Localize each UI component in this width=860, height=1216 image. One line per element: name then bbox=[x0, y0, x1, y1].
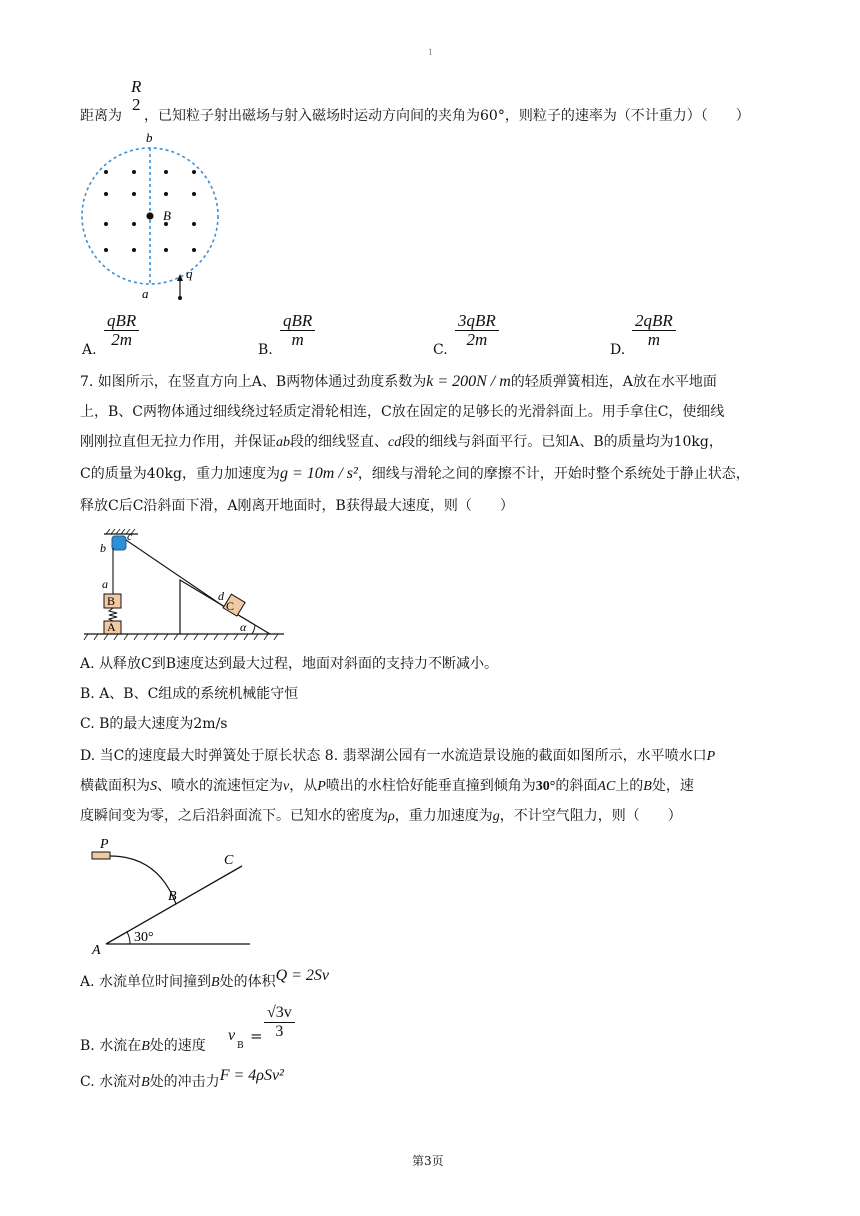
q7-option-c[interactable]: C. B的最大速度为2m/s bbox=[80, 716, 228, 732]
q6-label-B: B bbox=[163, 208, 171, 223]
q8-line-3-post: ，不计空气阻力，则（ ） bbox=[499, 808, 682, 824]
q6-option-d-label: D. bbox=[610, 342, 626, 358]
q8-line-3-pre: 度瞬间变为零，之后沿斜面流下。已知水的密度为 bbox=[80, 808, 388, 824]
q8-line-2-mid4: 的斜面 bbox=[555, 778, 598, 794]
q7-g-expr: g = 10m / s² bbox=[279, 465, 358, 482]
q7-line-3-pre: 刚刚拉直但无拉力作用，并保证 bbox=[80, 434, 276, 450]
q6-frac-den: 2 bbox=[131, 95, 141, 114]
page-top-mark: 1 bbox=[428, 48, 434, 57]
q8-line-2-pre: 横截面积为 bbox=[80, 778, 150, 794]
q8-line-2 bbox=[80, 776, 694, 797]
q6-center-dot bbox=[146, 212, 153, 219]
q8-option-c[interactable] bbox=[80, 1067, 284, 1093]
q8-option-b-b: B bbox=[141, 1039, 150, 1054]
q8-p: P bbox=[706, 749, 716, 764]
q8-label-angle: 30° bbox=[134, 930, 154, 945]
q7-ab: ab bbox=[276, 435, 290, 450]
q7-line-4 bbox=[80, 464, 750, 484]
q8-label-c: C bbox=[224, 853, 234, 868]
q8-option-c-pre: C. 水流对 bbox=[80, 1074, 142, 1090]
q8-option-b-text bbox=[80, 1036, 206, 1057]
q8-g: g bbox=[492, 809, 500, 824]
q8-option-b-num: √3v bbox=[264, 1004, 295, 1023]
q8-option-b-pre: B. 水流在 bbox=[80, 1038, 142, 1054]
q6-option-a-frac bbox=[104, 312, 139, 349]
q8-b: B bbox=[643, 779, 652, 794]
q8-line-2-mid2: ，从 bbox=[289, 778, 318, 794]
q7-cd: cd bbox=[388, 435, 402, 450]
q6-label-a: a bbox=[142, 286, 149, 301]
q6-frac-num: R bbox=[131, 77, 142, 96]
q7-k-expr: k = 200N / m bbox=[426, 373, 511, 390]
q8-option-b-lhs: v bbox=[228, 1027, 236, 1044]
q8-option-b-den: 3 bbox=[275, 1023, 284, 1040]
q7-string-cd bbox=[126, 540, 226, 608]
q8-option-a-b: B bbox=[211, 975, 220, 990]
q7-line-1 bbox=[80, 372, 717, 392]
q7-block-b-label: B bbox=[107, 594, 116, 608]
q8-option-a-post: 处的体积 bbox=[219, 974, 276, 990]
q7-pulley-incline-figure bbox=[80, 528, 290, 646]
q8-p2: P bbox=[317, 779, 326, 794]
q7-line-3 bbox=[80, 432, 723, 453]
q8-label-p: P bbox=[100, 837, 109, 852]
q8-line-2-mid5: 上的 bbox=[615, 778, 644, 794]
q8-option-b-frac bbox=[264, 1004, 295, 1041]
q7-label-a: a bbox=[102, 577, 108, 591]
q8-rho: ρ bbox=[388, 809, 395, 824]
q8-line-2-mid3: 喷出的水柱恰好能垂直撞到倾角为 bbox=[325, 778, 536, 794]
q8-water-jet-figure bbox=[84, 834, 264, 960]
q6-option-d-den: m bbox=[647, 330, 661, 349]
q7-label-b: b bbox=[100, 541, 106, 555]
q8-option-c-expr: F = 4ρSv² bbox=[219, 1067, 284, 1084]
q7-line-2: 上，B、C两物体通过细线绕过轻质定滑轮相连，C放在固定的足够长的光滑斜面上。用手拿住C，使细线 bbox=[80, 404, 725, 420]
q8-label-b: B bbox=[168, 889, 177, 904]
q6-option-c-num: 3qBR bbox=[455, 312, 499, 331]
q6-option-d-frac bbox=[632, 312, 676, 349]
q6-option-b-label: B. bbox=[258, 342, 273, 358]
q7-label-d: d bbox=[218, 589, 224, 603]
q8-line-2-post: 处，速 bbox=[651, 778, 694, 794]
q6-option-b-num: qBR bbox=[280, 312, 315, 331]
q6-option-a-den: 2m bbox=[111, 330, 133, 349]
q7-line-4-pre: C的质量为40kg，重力加速度为 bbox=[80, 466, 280, 482]
q8-option-a-pre: A. 水流单位时间撞到 bbox=[80, 974, 212, 990]
q7-line-3-mid: 段的细线竖直、 bbox=[290, 434, 388, 450]
q8-nozzle bbox=[92, 852, 110, 859]
q6-option-b-den: m bbox=[291, 330, 304, 349]
q8-line-3 bbox=[80, 806, 682, 827]
q7-option-d[interactable]: D. 当C的速度最大时弹簧处于原长状态 bbox=[80, 748, 321, 764]
q7-option-b[interactable]: B. A、B、C组成的系统机械能守恒 bbox=[80, 686, 299, 702]
q7-block-a-label: A bbox=[107, 620, 116, 634]
q8-water-arc bbox=[110, 856, 176, 904]
q8-line-1 bbox=[320, 748, 715, 764]
q8-option-c-b: B bbox=[141, 1075, 150, 1090]
q6-option-c-den: 2m bbox=[466, 330, 488, 349]
q6-option-a-label: A. bbox=[82, 342, 97, 358]
q6-option-a-num: qBR bbox=[104, 312, 139, 331]
q6-label-b: b bbox=[146, 130, 153, 145]
q8-line-1-pre: 8. 翡翠湖公园有一水流造景设施的截面如图所示，水平喷水口 bbox=[324, 748, 707, 764]
q8-option-a[interactable] bbox=[80, 967, 330, 993]
q8-option-c-post: 处的冲击力 bbox=[149, 1074, 220, 1090]
q7-option-a[interactable]: A. 从释放C到B速度达到最大过程，地面对斜面的支持力不断减小。 bbox=[80, 656, 499, 672]
q7-line-1-post: 的轻质弹簧相连，A放在水平地面 bbox=[510, 374, 717, 390]
q8-incline-ac bbox=[106, 866, 242, 944]
q7-line-1-pre: 7. 如图所示，在竖直方向上A、B两物体通过劲度系数为 bbox=[80, 374, 427, 390]
q7-option-d-and-q8-line-1 bbox=[80, 746, 715, 767]
q6-label-q: q bbox=[186, 266, 193, 281]
q8-option-b-post: 处的速度 bbox=[149, 1038, 206, 1054]
q6-stem-post: ，已知粒子射出磁场与射入磁场时运动方向间的夹角为60°，则粒子的速率为（不计重力）（ ） bbox=[144, 108, 750, 124]
q6-option-d-num: 2qBR bbox=[632, 312, 676, 331]
q6-option-c-label: C. bbox=[433, 342, 448, 358]
q8-v: v bbox=[283, 779, 290, 794]
q8-ac: AC bbox=[597, 779, 616, 794]
q6-option-b-frac bbox=[280, 312, 315, 349]
q6-fraction-r-over-2 bbox=[128, 78, 144, 114]
page-footer: 第3页 bbox=[412, 1154, 444, 1168]
q7-line-4-post: ，细线与滑轮之间的摩擦不计，开始时整个系统处于静止状态， bbox=[357, 466, 750, 482]
q8-angle: 30° bbox=[535, 779, 556, 794]
q7-line-5: 释放C后C沿斜面下滑，A刚离开地面时，B获得最大速度，则（ ） bbox=[80, 498, 514, 514]
q8-label-a: A bbox=[92, 943, 101, 958]
q7-block-c-label: C bbox=[226, 599, 235, 613]
q8-line-3-mid: ，重力加速度为 bbox=[394, 808, 493, 824]
q7-line-3-post: 段的细线与斜面平行。已知A、B的质量均为10kg， bbox=[401, 434, 723, 450]
q8-option-b-sub: B bbox=[237, 1041, 244, 1051]
q7-pulley bbox=[112, 536, 126, 550]
q7-alpha-label: α bbox=[240, 620, 247, 634]
q8-s: S bbox=[150, 779, 157, 794]
q6-magnetic-field-figure bbox=[76, 128, 226, 304]
q8-option-a-expr: Q = 2Sv bbox=[275, 967, 330, 984]
q7-label-c: c bbox=[127, 529, 133, 543]
q6-option-c-frac bbox=[455, 312, 499, 349]
q8-line-2-mid1: 、喷水的流速恒定为 bbox=[157, 778, 283, 794]
q6-stem-pre: 距离为 bbox=[80, 108, 122, 124]
